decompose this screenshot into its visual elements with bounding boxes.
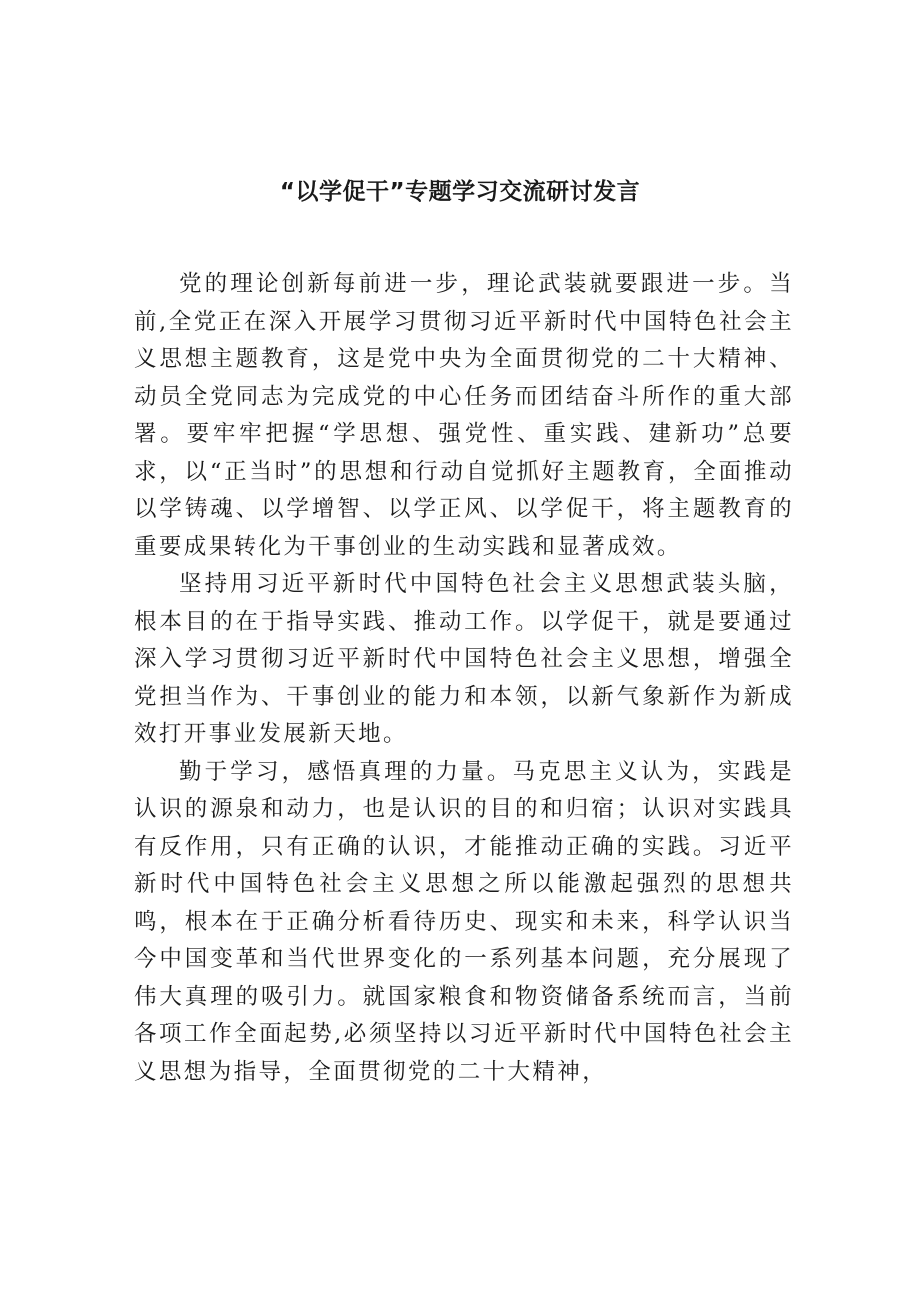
paragraph-1: 党的理论创新每前进一步，理论武装就要跟进一步。当前,全党正在深入开展学习贯彻习近平新时代中国特色社会主义思想主题教育，这是党中央为全面贯彻党的二十大精神、动员全党同志为完成党的中心任务而团结奋斗所作的重大部署。要牢牢把握“学思想、强党性、重实践、建新功”总要求，以“正当时”的思想和行动自觉抓好主题教育，全面推动以学铸魂、以学增智、以学正风、以学促干，将主题教育的重要成果转化为干事创业的生动实践和显著成效。 bbox=[134, 271, 795, 560]
paragraph-2: 坚持用习近平新时代中国特色社会主义思想武装头脑，根本目的在于指导实践、推动工作。以学促干，就是要通过深入学习贯彻习近平新时代中国特色社会主义思想，增强全党担当作为、干事创业的能力和本领，以新气象新作为新成效打开事业发展新天地。 bbox=[134, 571, 794, 747]
document-body bbox=[134, 266, 794, 1091]
paragraph-3: 勤于学习，感悟真理的力量。马克思主义认为，实践是认识的源泉和动力，也是认识的目的和归宿；认识对实践具有反作用，只有正确的认识，才能推动正确的实践。习近平新时代中国特色社会主义思想之所以能激起强烈的思想共鸣，根本在于正确分析看待历史、现实和未来，科学认识当今中国变革和当代世界变化的一系列基本问题，充分展现了伟大真理的吸引力。就国家粮食和物资储备系统而言，当前各项工作全面起势,必须坚持以习近平新时代中国特色社会主义思想为指导，全面贯彻党的二十大精神， bbox=[134, 758, 794, 1085]
document-title: “以学促干”专题学习交流研讨发言 bbox=[279, 179, 641, 205]
